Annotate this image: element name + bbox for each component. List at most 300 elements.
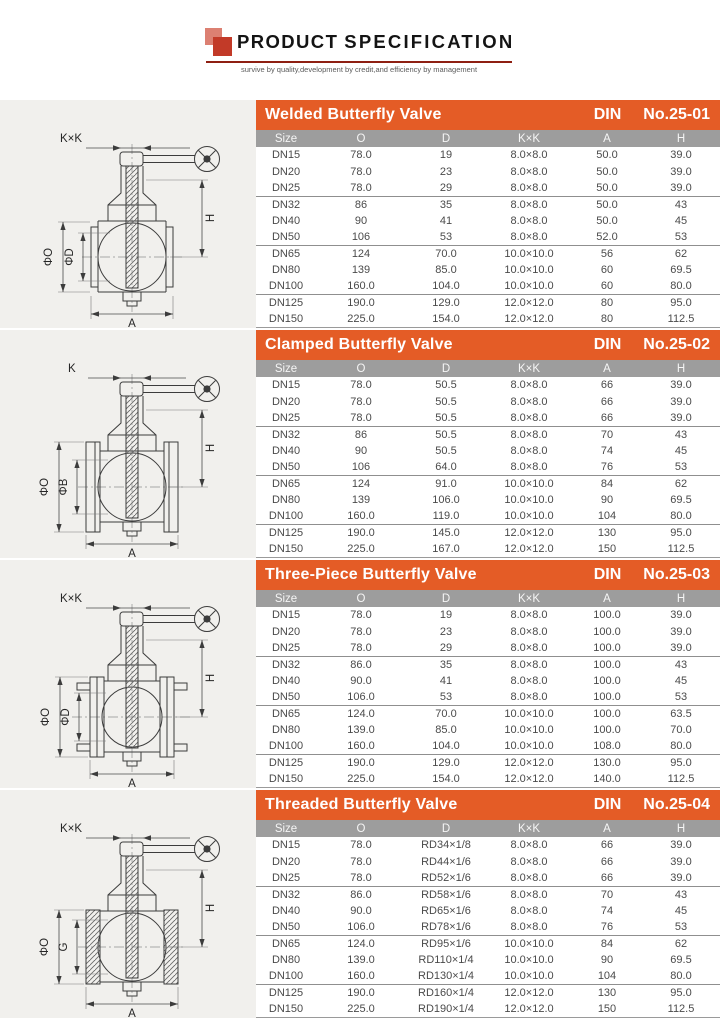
- table-cell: 50.5: [435, 444, 457, 457]
- table-cell: 78.0: [316, 640, 406, 656]
- spec-table-welded: [256, 130, 720, 328]
- table-cell: 95.0: [670, 526, 692, 539]
- dim-label-height: H: [205, 903, 217, 913]
- table-cell: 50.0: [596, 149, 618, 162]
- table-row: [256, 870, 720, 886]
- column-header: D: [441, 592, 451, 605]
- column-header: A: [603, 132, 611, 145]
- table-cell: 76: [572, 919, 642, 935]
- table-cell: 39.0: [670, 149, 692, 162]
- dim-label-inner-dia: ΦD: [60, 708, 72, 726]
- table-cell: 8.0×8.0: [486, 919, 572, 935]
- standard-label: DIN: [593, 796, 622, 813]
- table-cell: 10.0×10.0: [486, 738, 572, 754]
- table-row: [256, 853, 720, 869]
- dim-label-inner-dia: ΦD: [64, 248, 76, 266]
- table-cell: 10.0×10.0: [504, 723, 554, 736]
- table-cell: 145.0: [432, 526, 460, 539]
- table-row: [256, 722, 720, 738]
- table-cell: 150: [572, 541, 642, 557]
- table-panel-welded: [256, 100, 720, 328]
- table-cell: 139.0: [347, 723, 375, 736]
- table-cell: 8.0×8.0: [510, 609, 548, 622]
- table-cell: 86.0: [350, 888, 372, 901]
- table-cell: DN150: [256, 771, 316, 787]
- standard-code: No.25-01: [643, 106, 710, 123]
- table-cell: 160.0: [316, 508, 406, 524]
- table-row: [256, 393, 720, 409]
- table-cell: 225.0: [316, 1001, 406, 1017]
- table-cell: 78.0: [350, 609, 372, 622]
- table-cell: 66: [600, 839, 614, 852]
- table-cell: DN50: [256, 459, 316, 475]
- table-row: [256, 311, 720, 327]
- table-cell: 53: [406, 689, 486, 705]
- table-cell: 62: [674, 477, 688, 490]
- table-cell: 78.0: [316, 180, 406, 196]
- table-cell: 39.0: [642, 640, 720, 656]
- standard-code: No.25-03: [643, 566, 710, 583]
- table-cell: 43: [674, 658, 688, 671]
- column-header: Size: [274, 822, 298, 835]
- table-cell: DN15: [271, 149, 301, 162]
- table-cell: 140.0: [572, 771, 642, 787]
- column-header: O: [356, 822, 366, 835]
- table-cell: 8.0×8.0: [510, 214, 548, 227]
- table-cell: 66: [572, 870, 642, 886]
- table-cell: DN32: [271, 888, 301, 901]
- welded-valve-drawing: [0, 100, 256, 328]
- table-cell: 63.5: [670, 707, 692, 720]
- table-cell: 154.0: [406, 771, 486, 787]
- table-cell: DN32: [271, 198, 301, 211]
- table-cell: 53: [642, 459, 720, 475]
- table-cell: 8.0×8.0: [510, 395, 548, 408]
- table-cell: 41: [439, 214, 453, 227]
- table-cell: 90: [354, 214, 368, 227]
- table-title-bar: [256, 330, 720, 360]
- table-cell: 8.0×8.0: [486, 870, 572, 886]
- table-row: [256, 147, 720, 163]
- table-cell: DN125: [268, 986, 304, 999]
- table-cell: 39.0: [642, 870, 720, 886]
- table-cell: DN40: [271, 904, 301, 917]
- table-cell: 12.0×12.0: [486, 771, 572, 787]
- table-cell: 35: [439, 658, 453, 671]
- table-cell: 124: [351, 247, 371, 260]
- column-header-row: [256, 130, 720, 147]
- standard-label: DIN: [593, 336, 622, 353]
- standard-code: No.25-04: [643, 796, 710, 813]
- table-cell: 74: [600, 904, 614, 917]
- column-header: Size: [274, 132, 298, 145]
- column-header: K×K: [517, 132, 541, 145]
- table-cell: DN65: [271, 477, 301, 490]
- table-row: [256, 903, 720, 919]
- table-cell: DN50: [256, 689, 316, 705]
- table-cell: DN80: [271, 953, 301, 966]
- table-cell: 124.0: [347, 707, 375, 720]
- table-cell: 43: [674, 888, 688, 901]
- table-cell: 8.0×8.0: [510, 839, 548, 852]
- table-cell: 23: [439, 165, 453, 178]
- table-cell: 70.0: [670, 723, 692, 736]
- dim-label-width: A: [128, 1008, 136, 1018]
- table-cell: DN150: [256, 311, 316, 327]
- table-cell: 39.0: [670, 839, 692, 852]
- dim-label-height: H: [205, 213, 217, 223]
- table-cell: 80: [572, 311, 642, 327]
- spec-table-threaded: [256, 820, 720, 1018]
- table-cell: RD190×1/4: [406, 1001, 486, 1017]
- table-cell: 50.0: [596, 198, 618, 211]
- dim-label-inner-dia: ΦB: [58, 478, 70, 496]
- table-cell: 70: [600, 888, 614, 901]
- table-row: [256, 623, 720, 639]
- table-cell: 10.0×10.0: [504, 953, 554, 966]
- table-row: [256, 837, 720, 853]
- table-cell: 50.5: [406, 410, 486, 426]
- table-cell: 100.0: [593, 707, 621, 720]
- table-cell: 50.0: [596, 165, 618, 178]
- table-cell: 29: [406, 640, 486, 656]
- table-cell: 8.0×8.0: [510, 674, 548, 687]
- table-cell: 167.0: [406, 541, 486, 557]
- table-cell: RD110×1/4: [418, 953, 474, 966]
- table-cell: DN25: [256, 640, 316, 656]
- table-cell: 19: [439, 609, 453, 622]
- tagline: survive by quality,development by credit,and efficiency by management: [240, 65, 478, 74]
- column-header: D: [441, 362, 451, 375]
- column-header-row: [256, 820, 720, 837]
- table-row: [256, 475, 720, 491]
- section-three-piece-valve: [0, 560, 720, 788]
- spec-table-clamped: [256, 360, 720, 558]
- table-cell: 85.0: [435, 723, 457, 736]
- table-cell: 100.0: [593, 674, 621, 687]
- table-cell: DN20: [271, 855, 301, 868]
- table-cell: 86.0: [350, 658, 372, 671]
- table-row: [256, 738, 720, 754]
- table-cell: 66: [572, 410, 642, 426]
- table-cell: 80.0: [642, 278, 720, 294]
- table-cell: 130.0: [593, 756, 621, 769]
- table-cell: DN150: [256, 1001, 316, 1017]
- table-cell: 80.0: [642, 738, 720, 754]
- table-cell: DN20: [271, 395, 301, 408]
- table-cell: 12.0×12.0: [504, 296, 554, 309]
- table-cell: 104: [572, 968, 642, 984]
- table-cell: 56: [600, 247, 614, 260]
- table-cell: 45: [674, 444, 688, 457]
- table-cell: 84: [600, 477, 614, 490]
- table-row: [256, 640, 720, 656]
- table-row: [256, 163, 720, 179]
- drawing-panel-clamped: [0, 330, 256, 558]
- table-cell: 50.5: [435, 395, 457, 408]
- table-cell: 78.0: [316, 870, 406, 886]
- table-cell: 100.0: [593, 625, 621, 638]
- table-row: [256, 278, 720, 294]
- table-cell: DN150: [256, 541, 316, 557]
- table-cell: 10.0×10.0: [504, 707, 554, 720]
- dim-label-height: H: [205, 443, 217, 453]
- table-cell: 225.0: [316, 771, 406, 787]
- table-cell: 100.0: [593, 609, 621, 622]
- table-cell: 90: [600, 493, 614, 506]
- column-header: H: [676, 592, 686, 605]
- table-cell: 8.0×8.0: [486, 180, 572, 196]
- table-row: [256, 541, 720, 557]
- table-cell: RD160×1/4: [418, 986, 474, 999]
- table-row: [256, 919, 720, 935]
- table-cell: 39.0: [642, 180, 720, 196]
- dim-label-outer-dia: ΦO: [40, 707, 52, 727]
- table-row: [256, 673, 720, 689]
- table-panel-clamped: [256, 330, 720, 558]
- table-cell: 160.0: [316, 738, 406, 754]
- table-cell: DN25: [256, 180, 316, 196]
- table-cell: 129.0: [432, 296, 460, 309]
- table-cell: 78.0: [350, 379, 372, 392]
- table-cell: 10.0×10.0: [486, 278, 572, 294]
- table-cell: 39.0: [670, 165, 692, 178]
- table-cell: 106: [316, 459, 406, 475]
- table-cell: DN15: [271, 379, 301, 392]
- dim-label-width: A: [128, 318, 136, 328]
- column-header: H: [676, 362, 686, 375]
- table-cell: 70.0: [435, 707, 457, 720]
- table-cell: DN65: [271, 247, 301, 260]
- table-cell: 85.0: [435, 263, 457, 276]
- standard-label: DIN: [593, 566, 622, 583]
- table-cell: DN80: [271, 493, 301, 506]
- table-cell: 50.0: [596, 214, 618, 227]
- table-row: [256, 985, 720, 1001]
- table-cell: 8.0×8.0: [486, 410, 572, 426]
- table-cell: 52.0: [572, 229, 642, 245]
- table-cell: DN40: [271, 444, 301, 457]
- column-header: A: [603, 362, 611, 375]
- table-row: [256, 968, 720, 984]
- table-cell: 10.0×10.0: [504, 263, 554, 276]
- table-row: [256, 492, 720, 508]
- table-cell: 106.0: [316, 689, 406, 705]
- table-row: [256, 426, 720, 442]
- table-cell: 106.0: [316, 919, 406, 935]
- table-cell: DN100: [256, 738, 316, 754]
- table-cell: 86: [354, 198, 368, 211]
- table-cell: 78.0: [350, 839, 372, 852]
- table-row: [256, 935, 720, 951]
- table-cell: DN40: [271, 214, 301, 227]
- table-cell: 8.0×8.0: [510, 625, 548, 638]
- table-row: [256, 213, 720, 229]
- table-cell: 39.0: [670, 609, 692, 622]
- table-cell: 90: [354, 444, 368, 457]
- dim-label-kxk: K×K: [60, 133, 83, 145]
- table-cell: 139: [351, 493, 371, 506]
- column-header: O: [356, 132, 366, 145]
- table-cell: 106.0: [432, 493, 460, 506]
- table-cell: 50.5: [435, 428, 457, 441]
- table-cell: DN100: [256, 508, 316, 524]
- table-cell: 104: [572, 508, 642, 524]
- title-underline: [206, 61, 512, 63]
- table-cell: DN50: [256, 229, 316, 245]
- table-cell: 53: [642, 229, 720, 245]
- table-cell: 100.0: [593, 658, 621, 671]
- spec-table-three-piece: [256, 590, 720, 788]
- table-cell: 12.0×12.0: [486, 1001, 572, 1017]
- table-cell: 39.0: [642, 410, 720, 426]
- column-header: O: [356, 362, 366, 375]
- table-cell: 66: [600, 855, 614, 868]
- column-header: Size: [274, 362, 298, 375]
- table-cell: 100.0: [572, 689, 642, 705]
- table-cell: 190.0: [347, 296, 375, 309]
- standard-label: DIN: [593, 106, 622, 123]
- column-header: A: [603, 822, 611, 835]
- table-row: [256, 443, 720, 459]
- table-cell: 130: [597, 986, 617, 999]
- table-cell: 8.0×8.0: [486, 689, 572, 705]
- table-cell: 190.0: [347, 526, 375, 539]
- table-cell: RD95×1/6: [421, 937, 471, 950]
- table-cell: 10.0×10.0: [504, 247, 554, 260]
- table-cell: DN32: [271, 658, 301, 671]
- table-cell: DN125: [268, 526, 304, 539]
- logo-square-front: [213, 37, 232, 56]
- table-cell: 8.0×8.0: [510, 904, 548, 917]
- dim-label-kxk: K×K: [60, 593, 83, 605]
- table-title-bar: [256, 790, 720, 820]
- table-cell: 130: [597, 526, 617, 539]
- table-cell: 106: [316, 229, 406, 245]
- table-cell: 8.0×8.0: [486, 229, 572, 245]
- table-cell: 69.5: [670, 263, 692, 276]
- table-cell: 45: [674, 904, 688, 917]
- column-header: K×K: [517, 362, 541, 375]
- table-row: [256, 886, 720, 902]
- table-cell: 74: [600, 444, 614, 457]
- table-cell: 150: [572, 1001, 642, 1017]
- table-cell: 60: [572, 278, 642, 294]
- table-cell: 8.0×8.0: [510, 658, 548, 671]
- table-cell: 78.0: [316, 410, 406, 426]
- table-cell: 78.0: [350, 395, 372, 408]
- table-cell: 45: [674, 214, 688, 227]
- table-cell: 35: [439, 198, 453, 211]
- table-cell: DN65: [271, 707, 301, 720]
- table-cell: 112.5: [642, 311, 720, 327]
- table-row: [256, 295, 720, 311]
- table-cell: 10.0×10.0: [486, 508, 572, 524]
- column-header-row: [256, 360, 720, 377]
- page-title-main: PRODUCT: [237, 31, 339, 52]
- table-cell: DN25: [256, 410, 316, 426]
- table-cell: DN80: [271, 723, 301, 736]
- table-cell: DN125: [268, 296, 304, 309]
- table-cell: 8.0×8.0: [510, 149, 548, 162]
- dim-label-outer-dia: ΦO: [39, 477, 51, 497]
- table-row: [256, 607, 720, 623]
- table-row: [256, 377, 720, 393]
- table-cell: DN15: [271, 839, 301, 852]
- table-row: [256, 459, 720, 475]
- section-clamped-valve: [0, 330, 720, 558]
- column-header: H: [676, 132, 686, 145]
- table-row: [256, 656, 720, 672]
- table-cell: 10.0×10.0: [504, 937, 554, 950]
- table-cell: 91.0: [435, 477, 457, 490]
- table-cell: DN25: [256, 870, 316, 886]
- table-cell: 10.0×10.0: [504, 493, 554, 506]
- table-row: [256, 196, 720, 212]
- table-cell: 10.0×10.0: [486, 968, 572, 984]
- table-row: [256, 229, 720, 245]
- table-cell: 12.0×12.0: [504, 526, 554, 539]
- table-cell: 50.0: [572, 180, 642, 196]
- section-welded-valve: [0, 100, 720, 328]
- table-cell: 225.0: [316, 311, 406, 327]
- table-title-bar: [256, 100, 720, 130]
- dim-label-width: A: [128, 778, 136, 788]
- table-cell: DN80: [271, 263, 301, 276]
- table-cell: 39.0: [670, 855, 692, 868]
- table-cell: 90.0: [350, 904, 372, 917]
- table-cell: 43: [674, 198, 688, 211]
- table-cell: 124: [351, 477, 371, 490]
- table-cell: 8.0×8.0: [510, 888, 548, 901]
- table-cell: RD78×1/6: [406, 919, 486, 935]
- drawing-panel-three-piece: [0, 560, 256, 788]
- dim-label-k: K: [68, 363, 76, 375]
- table-cell: 78.0: [350, 165, 372, 178]
- table-cell: 104.0: [406, 738, 486, 754]
- table-row: [256, 410, 720, 426]
- table-cell: 53: [642, 919, 720, 935]
- table-cell: DN32: [271, 428, 301, 441]
- table-cell: DN40: [271, 674, 301, 687]
- table-cell: 104.0: [406, 278, 486, 294]
- table-cell: DN20: [271, 165, 301, 178]
- table-cell: 10.0×10.0: [504, 477, 554, 490]
- table-cell: 190.0: [347, 756, 375, 769]
- table-cell: 8.0×8.0: [510, 428, 548, 441]
- column-header: O: [356, 592, 366, 605]
- column-header: A: [603, 592, 611, 605]
- table-cell: DN65: [271, 937, 301, 950]
- table-cell: 60: [600, 263, 614, 276]
- table-cell: 39.0: [670, 395, 692, 408]
- table-row: [256, 245, 720, 261]
- section-threaded-valve: [0, 790, 720, 1018]
- column-header: D: [441, 822, 451, 835]
- clamped-valve-drawing: [0, 330, 256, 558]
- dim-label-height: H: [205, 673, 217, 683]
- table-cell: 84: [600, 937, 614, 950]
- table-row: [256, 689, 720, 705]
- dim-label-kxk: K×K: [60, 823, 83, 835]
- table-cell: 41: [439, 674, 453, 687]
- table-cell: 66: [600, 379, 614, 392]
- table-cell: RD34×1/8: [421, 839, 471, 852]
- column-header: K×K: [517, 592, 541, 605]
- table-cell: 12.0×12.0: [486, 311, 572, 327]
- dim-label-thread: G: [58, 942, 70, 952]
- table-cell: 29: [406, 180, 486, 196]
